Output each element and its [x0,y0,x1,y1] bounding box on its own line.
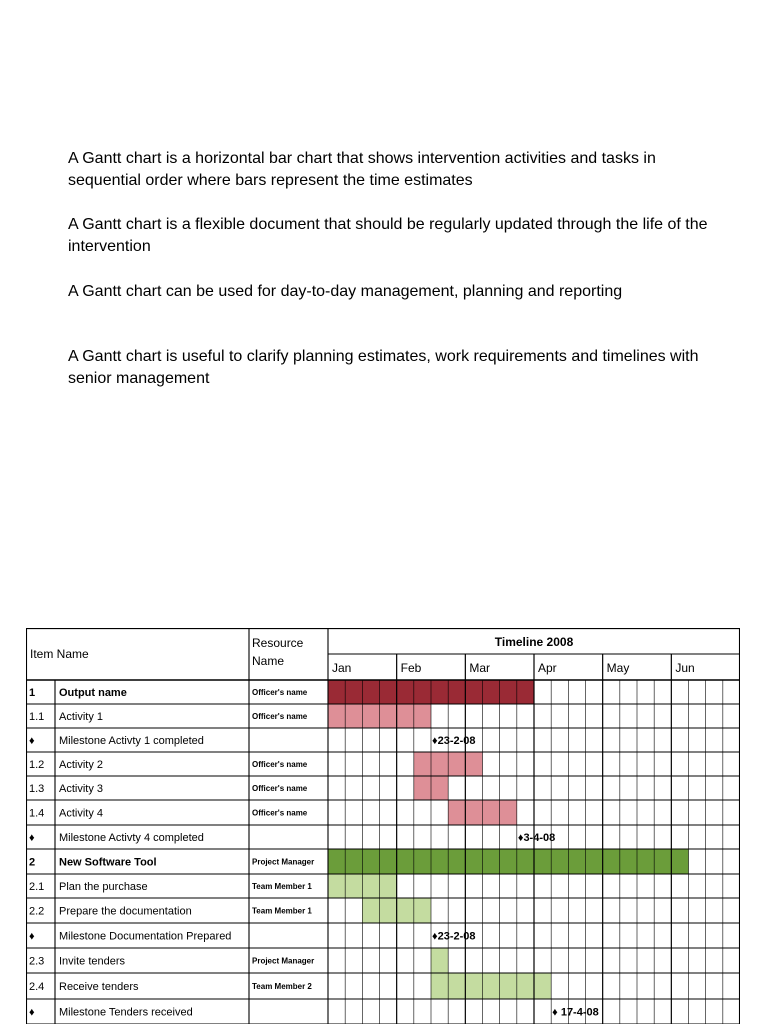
row-resource-name: Officer's name [252,688,308,697]
month-label-jan: Jan [332,661,352,675]
row-number: 2.2 [29,905,45,918]
milestone-label: ♦23-2-08 [432,735,476,747]
month-label-feb: Feb [400,661,422,675]
row-resource-name: Project Manager [252,956,315,966]
gantt-bar [431,973,551,999]
milestone-label: ♦3-4-08 [517,832,556,844]
row-number: 1.4 [29,807,45,820]
month-label-apr: Apr [538,661,557,675]
row-item-name: Milestone Activty 1 completed [59,735,204,747]
milestone-label: ♦ 17-4-08 [552,1006,599,1019]
row-number: ♦ [29,930,35,943]
gantt-bar [328,849,689,874]
row-resource-name: Officer's name [252,712,308,721]
row-resource-name: Team Member 1 [252,906,312,916]
milestone-label: ♦23-2-08 [432,930,476,943]
row-item-name: Milestone Documentation Prepared [59,930,232,943]
header-item-name: Item Name [30,647,89,661]
intro-paragraph-4: A Gantt chart is useful to clarify planning estimates, work requirements and timelines with senior management [68,348,699,387]
row-item-name: Receive tenders [59,981,139,993]
row-number: ♦ [29,1006,35,1019]
row-item-name: Activity 2 [59,759,104,771]
header-resource-name-line1: Resource [252,636,304,650]
month-label-may: May [606,661,630,675]
row-item-name: Milestone Tenders received [59,1006,193,1019]
row-item-name: Milestone Activty 4 completed [59,832,204,844]
intro-paragraph-3: A Gantt chart can be used for day-to-day management, planning and reporting [68,283,623,300]
row-number: 1.1 [29,711,45,723]
row-item-name: Output name [59,687,127,699]
row-number: 1.3 [29,783,45,795]
row-resource-name: Officer's name [252,760,308,769]
row-item-name: New Software Tool [59,856,157,869]
row-number: 1.2 [29,759,45,771]
gantt-chart-svg [26,628,740,1024]
row-number: ♦ [29,832,35,844]
month-label-jun: Jun [675,661,695,675]
row-resource-name: Officer's name [252,808,308,818]
row-resource-name: Project Manager [252,857,315,867]
header-resource-name-line2: Name [252,654,285,668]
row-number: 1 [29,687,36,699]
row-item-name: Activity 3 [59,783,104,795]
row-item-name: Plan the purchase [59,881,148,893]
intro-paragraph-1: A Gantt chart is a horizontal bar chart that shows intervention activities and tasks in sequential order where bars represent the time estimates [68,150,656,189]
row-resource-name: Team Member 1 [252,882,312,891]
row-item-name: Activity 4 [59,807,104,820]
intro-paragraph-2: A Gantt chart is a flexible document that should be regularly updated through the life of the intervention [68,216,708,255]
row-resource-name: Team Member 2 [252,982,312,991]
row-number: 2.1 [29,881,45,893]
row-number: ♦ [29,735,35,747]
row-item-name: Activity 1 [59,711,104,723]
row-item-name: Invite tenders [59,955,126,968]
row-number: 2 [29,856,36,869]
header-timeline: Timeline 2008 [494,635,574,649]
row-resource-name: Officer's name [252,784,308,793]
row-number: 2.4 [29,981,45,993]
row-number: 2.3 [29,955,45,968]
gantt-chart-table [26,628,740,1024]
row-item-name: Prepare the documentation [59,905,192,918]
month-label-mar: Mar [469,661,491,675]
gantt-bar [431,948,448,973]
